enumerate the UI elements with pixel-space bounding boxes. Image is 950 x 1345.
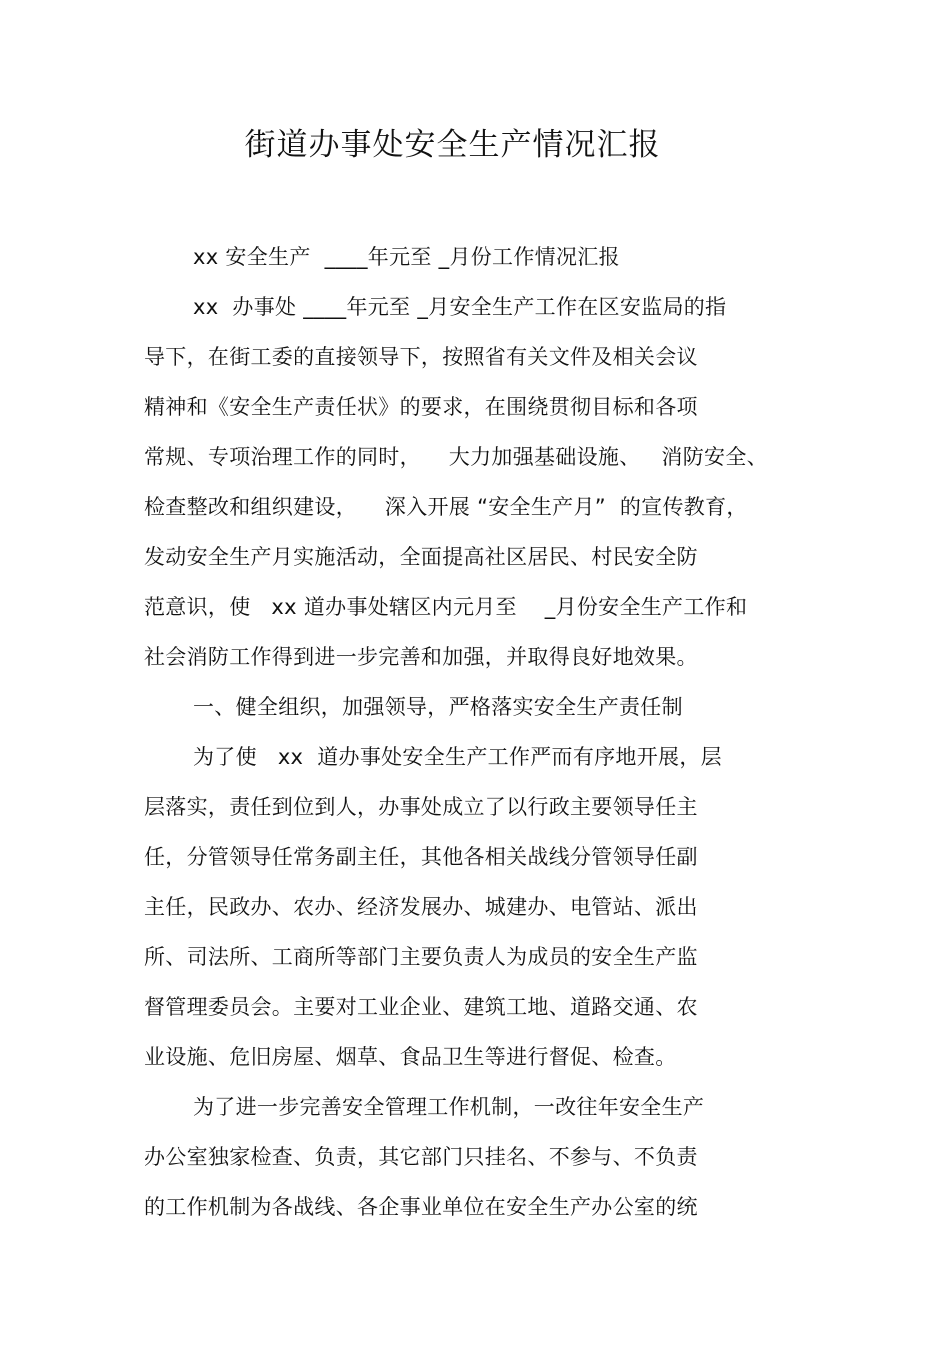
subtitle-line: xx 安全生产 ____年元至 _月份工作情况汇报 (193, 245, 620, 269)
paragraph-line: 业设施、危旧房屋、烟草、食品卫生等进行督促、检查。 (144, 1045, 677, 1069)
document-title: 街道办事处安全生产情况汇报 (244, 127, 661, 163)
paragraph-line: 范意识，使 xx 道办事处辖区内元月至 _月份安全生产工作和 (144, 595, 748, 619)
paragraph-line: 办公室独家检查、负责，其它部门只挂名、不参与、不负责 (144, 1145, 698, 1169)
paragraph-line: 常规、专项治理工作的同时， 大力加强基础设施、 消防安全、 (144, 445, 768, 469)
paragraph-line: 所、司法所、工商所等部门主要负责人为成员的安全生产监 (144, 945, 698, 969)
paragraph-line: 为了进一步完善安全管理工作机制，一改往年安全生产 (193, 1095, 705, 1119)
paragraph-line: 的工作机制为各战线、各企事业单位在安全生产办公室的统 (144, 1195, 698, 1219)
paragraph-line: 任，分管领导任常务副主任，其他各相关战线分管领导任副 (144, 845, 698, 869)
paragraph-line: 精神和《安全生产责任状》的要求，在围绕贯彻目标和各项 (144, 395, 698, 419)
paragraph-line: 层落实，责任到位到人，办事处成立了以行政主要领导任主 (144, 795, 698, 819)
paragraph-line: 社会消防工作得到进一步完善和加强，并取得良好地效果。 (144, 645, 698, 669)
paragraph-line: 检查整改和组织建设， 深入开展 “安全生产月” 的宣传教育， (144, 495, 748, 519)
paragraph-line: 导下，在街工委的直接领导下，按照省有关文件及相关会议 (144, 345, 698, 369)
paragraph-line: xx 办事处 ____年元至 _月安全生产工作在区安监局的指 (193, 295, 727, 319)
paragraph-line: 发动安全生产月实施活动，全面提高社区居民、村民安全防 (144, 545, 698, 569)
paragraph-line: 主任，民政办、农办、经济发展办、城建办、电管站、派出 (144, 895, 698, 919)
paragraph-line: 督管理委员会。主要对工业企业、建筑工地、道路交通、农 (144, 995, 698, 1019)
section-heading: 一、健全组织，加强领导，严格落实安全生产责任制 (193, 695, 683, 719)
paragraph-line: 为了使 xx 道办事处安全生产工作严而有序地开展，层 (193, 745, 722, 769)
